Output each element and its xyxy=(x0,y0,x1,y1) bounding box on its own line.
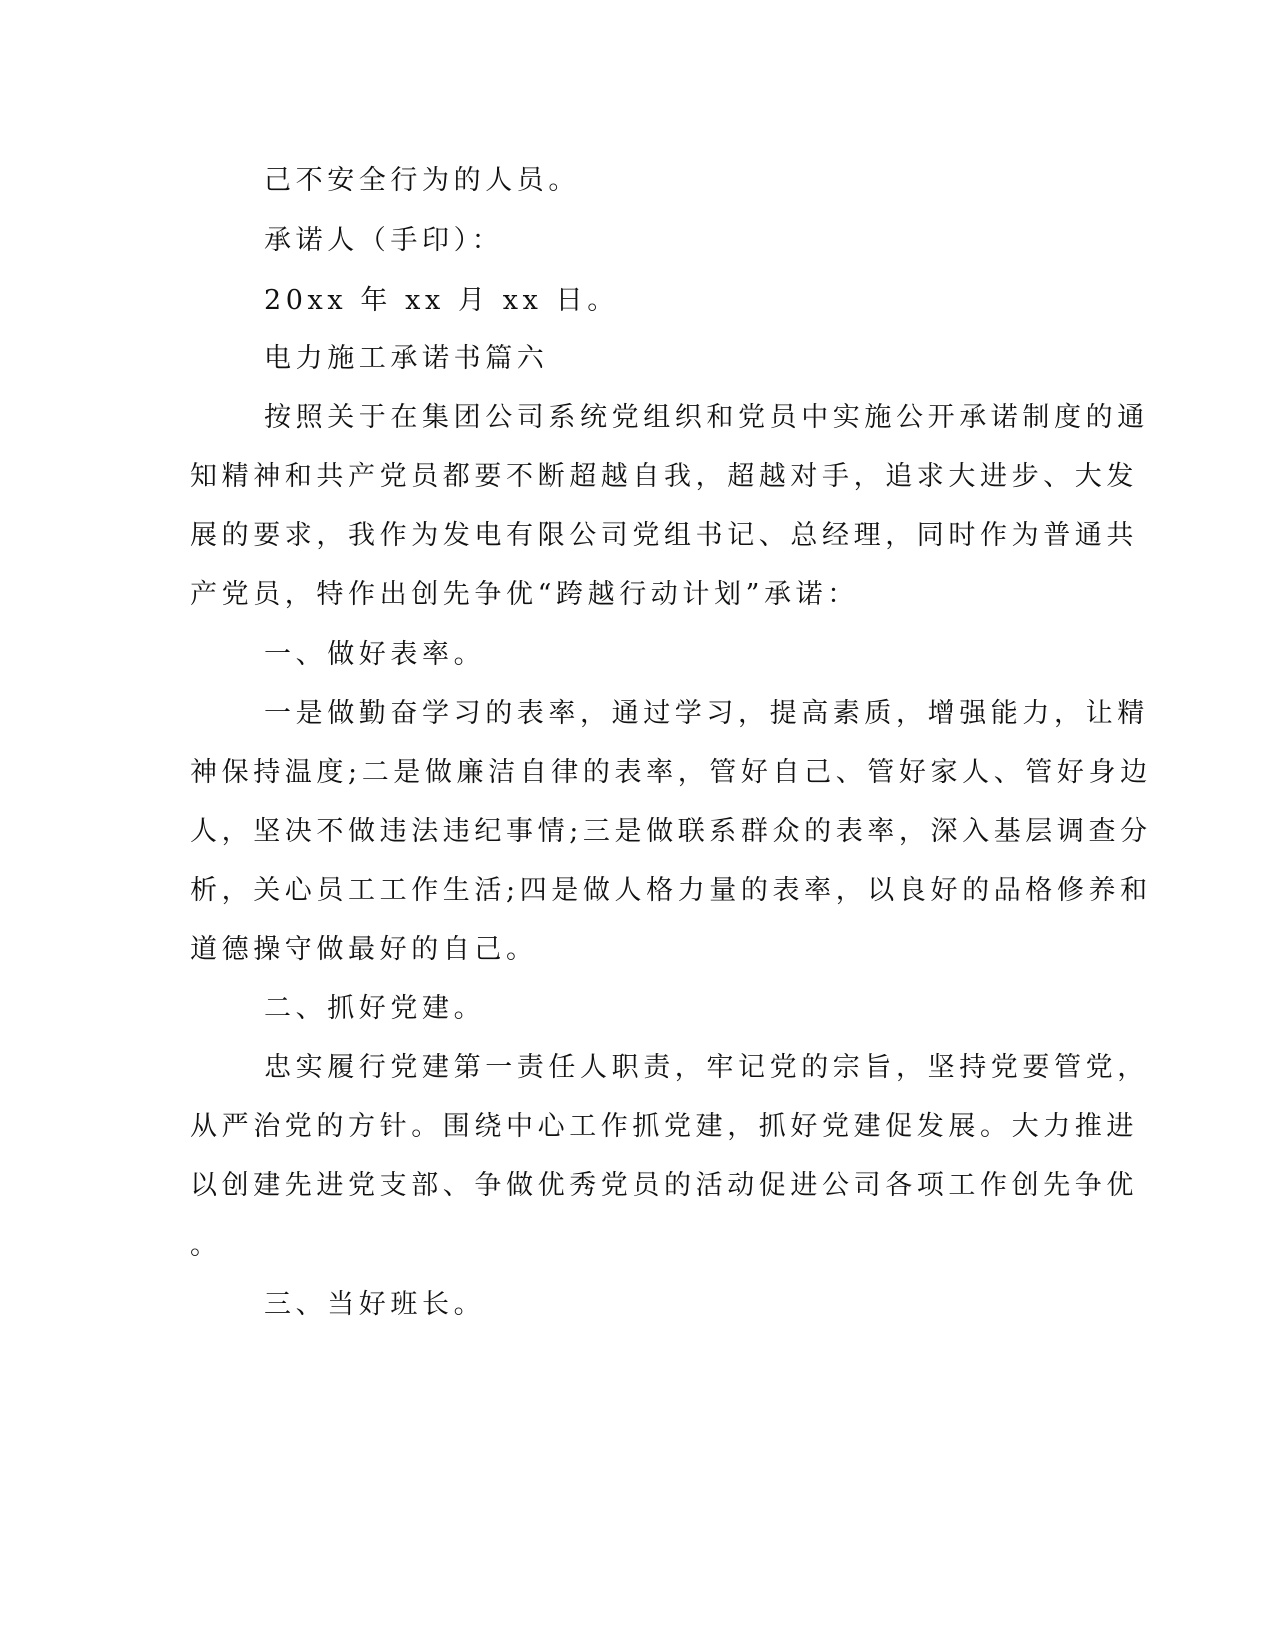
paragraph-line: 忠实履行党建第一责任人职责，牢记党的宗旨，坚持党要管党， xyxy=(264,1052,1149,1083)
paragraph-line: 人，坚决不做违法违纪事情;三是做联系群众的表率，深入基层调查分 xyxy=(190,816,1152,847)
paragraph-line: 。 xyxy=(190,1230,222,1261)
signatory-line: 承诺人（手印）： xyxy=(264,225,504,256)
paragraph-line: 神保持温度;二是做廉洁自律的表率，管好自己、管好家人、管好身边 xyxy=(190,757,1152,788)
subheading: 二、抓好党建。 xyxy=(264,993,486,1024)
paragraph-line: 产党员，特作出创先争优“跨越行动计划”承诺： xyxy=(190,579,859,610)
section-heading: 电力施工承诺书篇六 xyxy=(264,343,549,374)
paragraph-line: 己不安全行为的人员。 xyxy=(264,165,580,196)
paragraph-line: 以创建先进党支部、争做优秀党员的活动促进公司各项工作创先争优 xyxy=(190,1170,1138,1201)
paragraph-line: 展的要求，我作为发电有限公司党组书记、总经理，同时作为普通共 xyxy=(190,520,1138,551)
paragraph-line: 按照关于在集团公司系统党组织和党员中实施公开承诺制度的通 xyxy=(264,402,1149,433)
paragraph-line: 知精神和共产党员都要不断超越自我，超越对手，追求大进步、大发 xyxy=(190,461,1138,492)
date-line: 20xx 年 xx 月 xx 日。 xyxy=(264,285,619,316)
paragraph-line: 一是做勤奋学习的表率，通过学习，提高素质，增强能力，让精 xyxy=(264,698,1149,729)
subheading: 一、做好表率。 xyxy=(264,639,486,670)
paragraph-line: 析，关心员工工作生活;四是做人格力量的表率，以良好的品格修养和 xyxy=(190,875,1152,906)
paragraph-line: 道德操守做最好的自己。 xyxy=(190,934,538,965)
subheading: 三、当好班长。 xyxy=(264,1289,486,1320)
paragraph-line: 从严治党的方针。围绕中心工作抓党建，抓好党建促发展。大力推进 xyxy=(190,1111,1138,1142)
